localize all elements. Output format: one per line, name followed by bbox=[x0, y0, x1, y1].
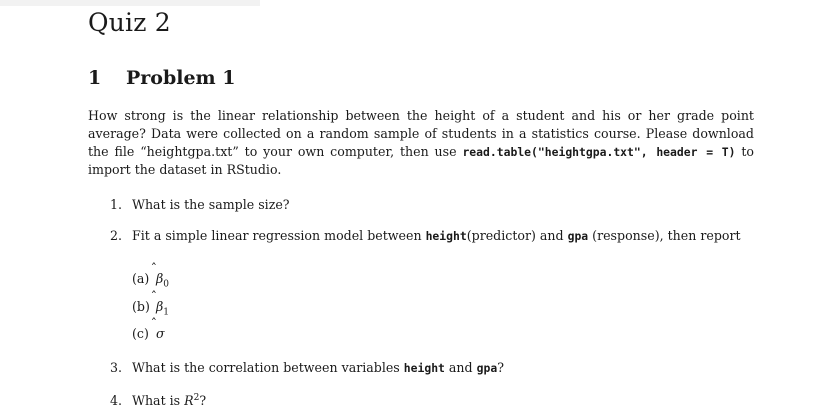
sub-item-b-label: (b) bbox=[132, 299, 150, 314]
question-2-text-a: Fit a simple linear regression model between bbox=[132, 228, 426, 243]
question-3 bbox=[110, 359, 504, 377]
r-symbol: R bbox=[184, 393, 194, 409]
sub-item-a bbox=[132, 270, 169, 294]
r-superscript: 2 bbox=[193, 393, 200, 403]
intro-text-1: How strong is the linear relationship between the height of a student and his or her grade point average? Data were collected on a random sample of students in a statistics course. Please download the file “heightgpa.txt” to your own computer, then use bbox=[88, 108, 754, 159]
intro-code: read.table("heightgpa.txt", header = T) bbox=[462, 145, 736, 159]
sub-item-c-label: (c) bbox=[132, 326, 149, 341]
beta-hat-symbol: ̂ β bbox=[156, 270, 163, 288]
question-3-code-a: height bbox=[403, 361, 445, 375]
intro-text-2: to import the dataset in RStudio. bbox=[88, 144, 754, 177]
beta-hat-symbol: ̂ β bbox=[156, 298, 163, 316]
question-2 bbox=[110, 227, 754, 245]
page-title: Quiz 2 bbox=[88, 8, 171, 37]
question-3-text-a: What is the correlation between variables bbox=[132, 360, 404, 375]
sub-item-b-subscript: 1 bbox=[163, 307, 170, 318]
question-3-number: 3. bbox=[110, 360, 123, 375]
sub-item-a-subscript: 0 bbox=[163, 279, 170, 290]
sub-item-a-label: (a) bbox=[132, 271, 150, 286]
question-3-code-b: gpa bbox=[476, 361, 498, 375]
question-4-text-a: What is bbox=[132, 393, 185, 409]
question-2-text-b: (predictor) and bbox=[466, 228, 568, 243]
question-2-text-c: (response), then report bbox=[588, 228, 741, 243]
question-1-text: What is the sample size? bbox=[132, 197, 290, 212]
question-2-code-b: gpa bbox=[567, 229, 589, 243]
section-title: Problem 1 bbox=[126, 67, 236, 89]
section-heading bbox=[88, 67, 236, 89]
question-3-text-c: ? bbox=[497, 360, 504, 375]
question-2-code-a: height bbox=[425, 229, 467, 243]
sub-item-b bbox=[132, 298, 169, 322]
question-4-number: 4. bbox=[110, 393, 123, 409]
question-3-text-b: and bbox=[444, 360, 477, 375]
question-4 bbox=[110, 389, 206, 410]
intro-paragraph bbox=[88, 107, 754, 179]
sigma-hat-symbol: ̂ σ bbox=[156, 325, 165, 343]
top-bar-fragment bbox=[0, 0, 260, 6]
question-2-number: 2. bbox=[110, 228, 123, 243]
sub-item-c bbox=[132, 325, 165, 343]
question-4-text-b: ? bbox=[199, 393, 207, 409]
question-1 bbox=[110, 196, 290, 214]
question-1-number: 1. bbox=[110, 197, 123, 212]
section-number: 1 bbox=[88, 67, 102, 89]
